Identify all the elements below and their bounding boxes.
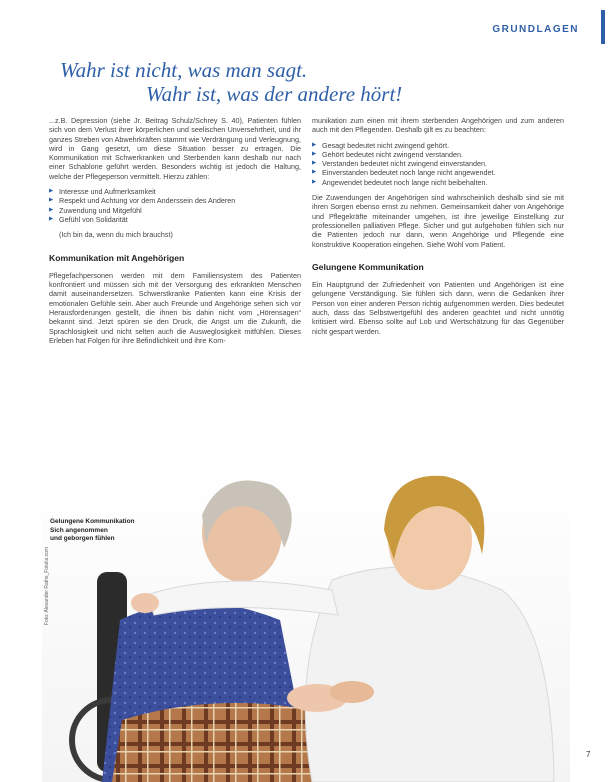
photo-credit: Foto: Alexander Raths_Fotolia.com (44, 546, 50, 625)
photo-nurse-with-patient (42, 470, 570, 782)
left-column (49, 116, 301, 351)
right-intro-paragraph: munikation zum einen mit ihrem sterbenden Angehörigen und zum anderen auch mit den Pflegenden. Deshalb gilt es zu beachten: (312, 116, 564, 135)
section-accent-bar (601, 10, 605, 44)
right-body-paragraph-1: Die Zuwendungen der Angehörigen sind wahrscheinlich deshalb sind sie mit ihren Sorgen ebenso ernst zu nehmen. Gemeinsamkeit daher von Angehörige und Pflegekräfte miteinander umgehen, ist ihre jeweilige Einstellung zur professionellen palliativen Pflege. Sicher und gut aufgehoben fühlen sich nur die Patienten jedoch nur dann, wenn Angehörige und Pflegende eine konstruktive Kooperation eingehen. Siehe Wohl vom Patient. (312, 193, 564, 249)
list-item: ▶ Respekt und Achtung vor dem Anderssein des Anderen (49, 196, 301, 205)
title-line-1: Wahr ist nicht, was man sagt. (60, 58, 308, 82)
list-item: ▶ Verstanden bedeutet nicht zwingend einverstanden. (312, 159, 564, 168)
caption-line: Sich angenommen (50, 526, 108, 534)
list-item: ▶ Gesagt bedeutet nicht zwingend gehört. (312, 141, 564, 150)
left-intro-paragraph: ...z.B. Depression (siehe Jr. Beitrag Schulz/Schrey S. 40), Patienten fühlen sich von dem Verlust ihrer körperlichen und seelischen Unversehrtheit, und ihr ganzes Streben von Abwehrkräften stammt wie Verdrängung und Verleugnung, wird in Gang gesetzt, um diese Situation besser zu ertragen. Die Kommunikation mit Schwerkranken und Sterbenden kann deshalb nur nach einer Schablone geführt werden. Besonders wichtig ist jedoch die Haltung, welche der Pflegeperson vermittelt. Hierzu zählen: (49, 116, 301, 181)
left-bullet-list (49, 187, 301, 224)
heading-angehoerige: Kommunikation mit Angehörigen (49, 252, 185, 263)
title-line-2: Wahr ist, was der andere hört! (146, 82, 403, 106)
list-item: ▶ Einverstanden bedeutet noch lange nicht angewendet. (312, 168, 564, 177)
list-item: ▶ Zuwendung und Mitgefühl (49, 206, 301, 215)
right-bullet-list (312, 141, 564, 187)
list-item: ▶ Angewendet bedeutet noch lange nicht beibehalten. (312, 178, 564, 187)
heading-gelungene-kommunikation: Gelungene Kommunikation (312, 261, 424, 272)
list-item: ▶ Interesse und Aufmerksamkeit (49, 187, 301, 196)
bullet-subnote: (Ich bin da, wenn du mich brauchst) (59, 230, 173, 240)
right-column (312, 116, 564, 342)
caption-line: Gelungene Kommunikation (50, 518, 135, 525)
left-body-paragraph: Pflegefachpersonen werden mit dem Familiensystem des Patienten konfrontiert und müssen sich mit der Versorgung des erkrankten Menschen damit auseinandersetzen. Schwerstkranke Patienten kann eine Krisis der emotionalen Gefühle sein. Aber auch Freunde und Angehörige sehen sich vor Herausforderungen gestellt, die ihnen bis dahin nicht vom „Hörensagen“ bekannt sind. Jetzt spüren sie den Druck, die Angst um die Zukunft, die Sprachlosigkeit und nicht selten auch die Ausweglosigkeit mitfühlen. Dieses Erleben hat Folgen für ihre Befindlichkeit und ihre Kom- (49, 270, 301, 345)
photo-caption (50, 518, 135, 544)
right-body-paragraph-2: Ein Hauptgrund der Zufriedenheit von Patienten und Angehörigen ist eine gelungene Verständigung. Sie fühlen sich dann, wenn die Gedanken ihrer Person von einer anderen Person richtig aufgenommen werden. Dies bedeutet auch, dass das Selbstwertgefühl des anderen geachtet und nicht unnötig kritisiert wird. Ebenso sollte auf Lob und Wertschätzung für das Gegenüber nicht gespart werden. (312, 280, 564, 336)
list-item: ▶ Gefühl von Solidarität (49, 215, 301, 224)
caption-line: und geborgen fühlen (50, 535, 115, 543)
section-label: GRUNDLAGEN (492, 24, 579, 35)
page-number: 7 (586, 750, 591, 759)
list-item: ▶ Gehört bedeutet nicht zwingend verstanden. (312, 150, 564, 159)
